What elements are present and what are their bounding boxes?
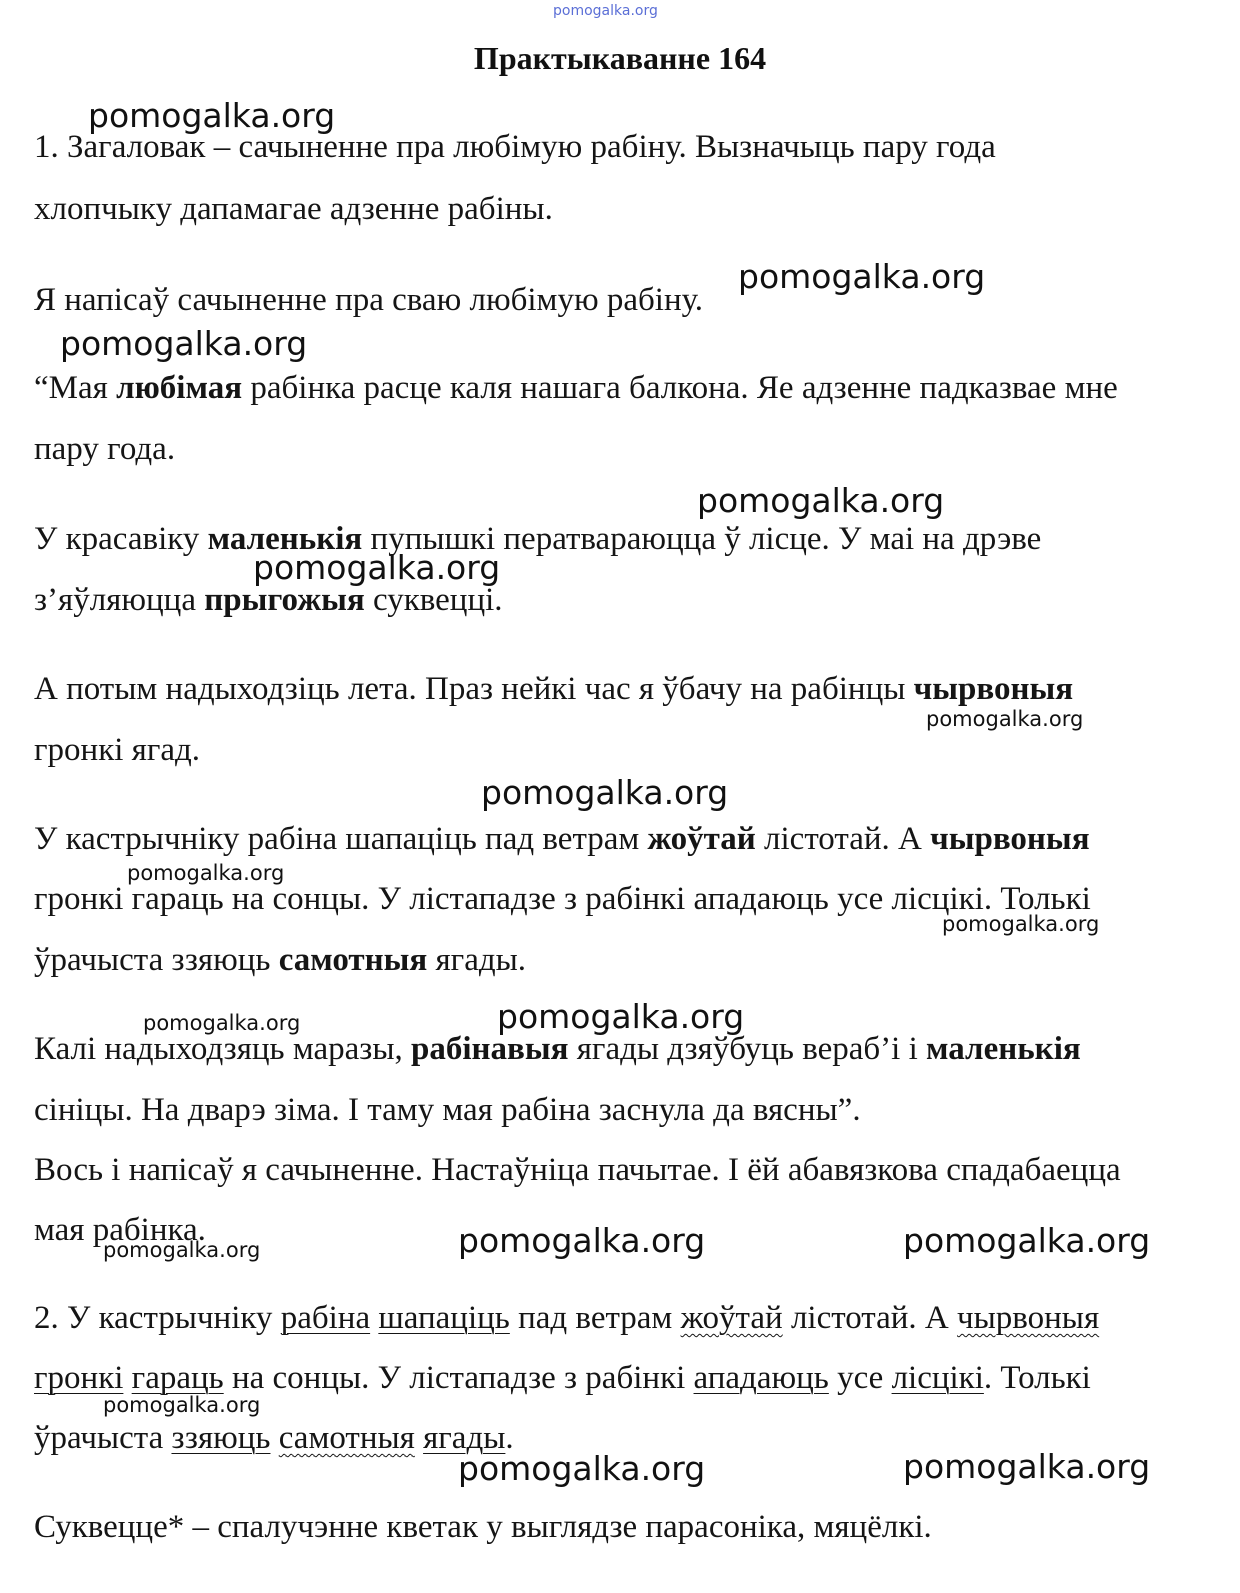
watermark: pomogalka.org (942, 912, 1100, 936)
task2-line: гронкі гараць на сонцы. У лістападзе з рабінкі ападаюць усе лісцікі. Толькі (34, 1360, 1091, 1396)
watermark: pomogalka.org (88, 96, 336, 135)
watermark: pomogalka.org (103, 1393, 261, 1417)
task1-line: Я напісаў сачыненне пра сваю любімую рабіну. (34, 282, 704, 318)
watermark: pomogalka.org (903, 1447, 1151, 1486)
underlined-word: ападаюць (693, 1360, 829, 1396)
task1-line: 1. Загаловак – сачыненне пра любімую рабіну. Вызначыць пару года (34, 129, 996, 165)
bold-word: прыгожыя (204, 582, 365, 618)
bold-word: самотныя (278, 942, 428, 978)
underlined-word: ззяюць (171, 1420, 271, 1456)
watermark: pomogalka.org (253, 548, 501, 587)
wavy-underlined-word: чырвоныя (957, 1300, 1100, 1336)
watermark: pomogalka.org (458, 1449, 706, 1488)
watermark: pomogalka.org (497, 997, 745, 1036)
bold-word: любімая (116, 370, 243, 406)
essay-line: “Мая любімая рабінка расце каля нашага балкона. Яе адзенне падказвае мне (34, 370, 1118, 406)
watermark: pomogalka.org (926, 707, 1084, 731)
task2-line: ўрачыста ззяюць самотныя ягады. (34, 1420, 514, 1456)
underlined-word: рабіна (280, 1300, 371, 1336)
watermark: pomogalka.org (103, 1238, 261, 1262)
watermark: pomogalka.org (903, 1221, 1151, 1260)
page-title: Практыкаванне 164 (473, 40, 767, 76)
essay-line: з’яўляюцца прыгожыя суквецці. (34, 582, 503, 618)
bold-word: чырвоныя (913, 671, 1074, 707)
underlined-word: гронкі (34, 1360, 124, 1396)
essay-line: У кастрычніку рабіна шапаціць пад ветрам жоўтай лістотай. А чырвоныя (34, 821, 1090, 857)
watermark: pomogalka.org (458, 1221, 706, 1260)
bold-word: чырвоныя (930, 821, 1090, 857)
bold-word: рабінавыя (411, 1031, 569, 1067)
essay-line: Вось і напісаў я сачыненне. Настаўніца пачытае. І ёй абавязкова спадабаецца (34, 1152, 1121, 1188)
underlined-word: гараць (131, 1360, 224, 1396)
task1-line: хлопчыку дапамагае адзенне рабіны. (34, 191, 553, 227)
underlined-word: шапаціць (378, 1300, 510, 1336)
essay-line: гронкі ягад. (34, 732, 201, 768)
task2-line: 2. У кастрычніку рабіна шапаціць пад ветрам жоўтай лістотай. А чырвоныя (34, 1300, 1100, 1336)
watermark: pomogalka.org (127, 861, 285, 885)
essay-line: ўрачыста ззяюць самотныя ягады. (34, 942, 527, 978)
bold-word: маленькія (207, 521, 363, 557)
bold-word: маленькія (926, 1031, 1081, 1067)
footnote: Суквецце* – спалучэнне кветак у выглядзе парасоніка, мяцёлкі. (34, 1509, 932, 1545)
watermark-top: pomogalka.org (553, 3, 658, 19)
watermark: pomogalka.org (481, 773, 729, 812)
bold-word: жоўтай (647, 821, 756, 857)
essay-line: У красавіку маленькія пупышкі ператвараюцца ў лісце. У маі на дрэве (34, 521, 1042, 557)
essay-line: сініцы. На дварэ зіма. І таму мая рабіна заснула да вясны”. (34, 1092, 861, 1128)
essay-line: Калі надыходзяць маразы, рабінавыя ягады дзяўбуць вераб’і і маленькія (34, 1031, 1081, 1067)
underlined-word: ягады (423, 1420, 506, 1456)
essay-line: А потым надыходзіць лета. Праз нейкі час я ўбачу на рабінцы чырвоныя (34, 671, 1074, 707)
watermark: pomogalka.org (697, 481, 945, 520)
essay-line: гронкі гараць на сонцы. У лістападзе з рабінкі ападаюць усе лісцікі. Толькі (34, 881, 1091, 917)
underlined-word: лісцікі (891, 1360, 984, 1396)
essay-line: мая рабінка. (34, 1212, 206, 1248)
watermark: pomogalka.org (738, 257, 986, 296)
wavy-underlined-word: жоўтай (680, 1300, 783, 1336)
wavy-underlined-word: самотныя (278, 1420, 415, 1456)
essay-line: пару года. (34, 431, 176, 467)
watermark: pomogalka.org (60, 324, 308, 363)
watermark: pomogalka.org (143, 1011, 301, 1035)
